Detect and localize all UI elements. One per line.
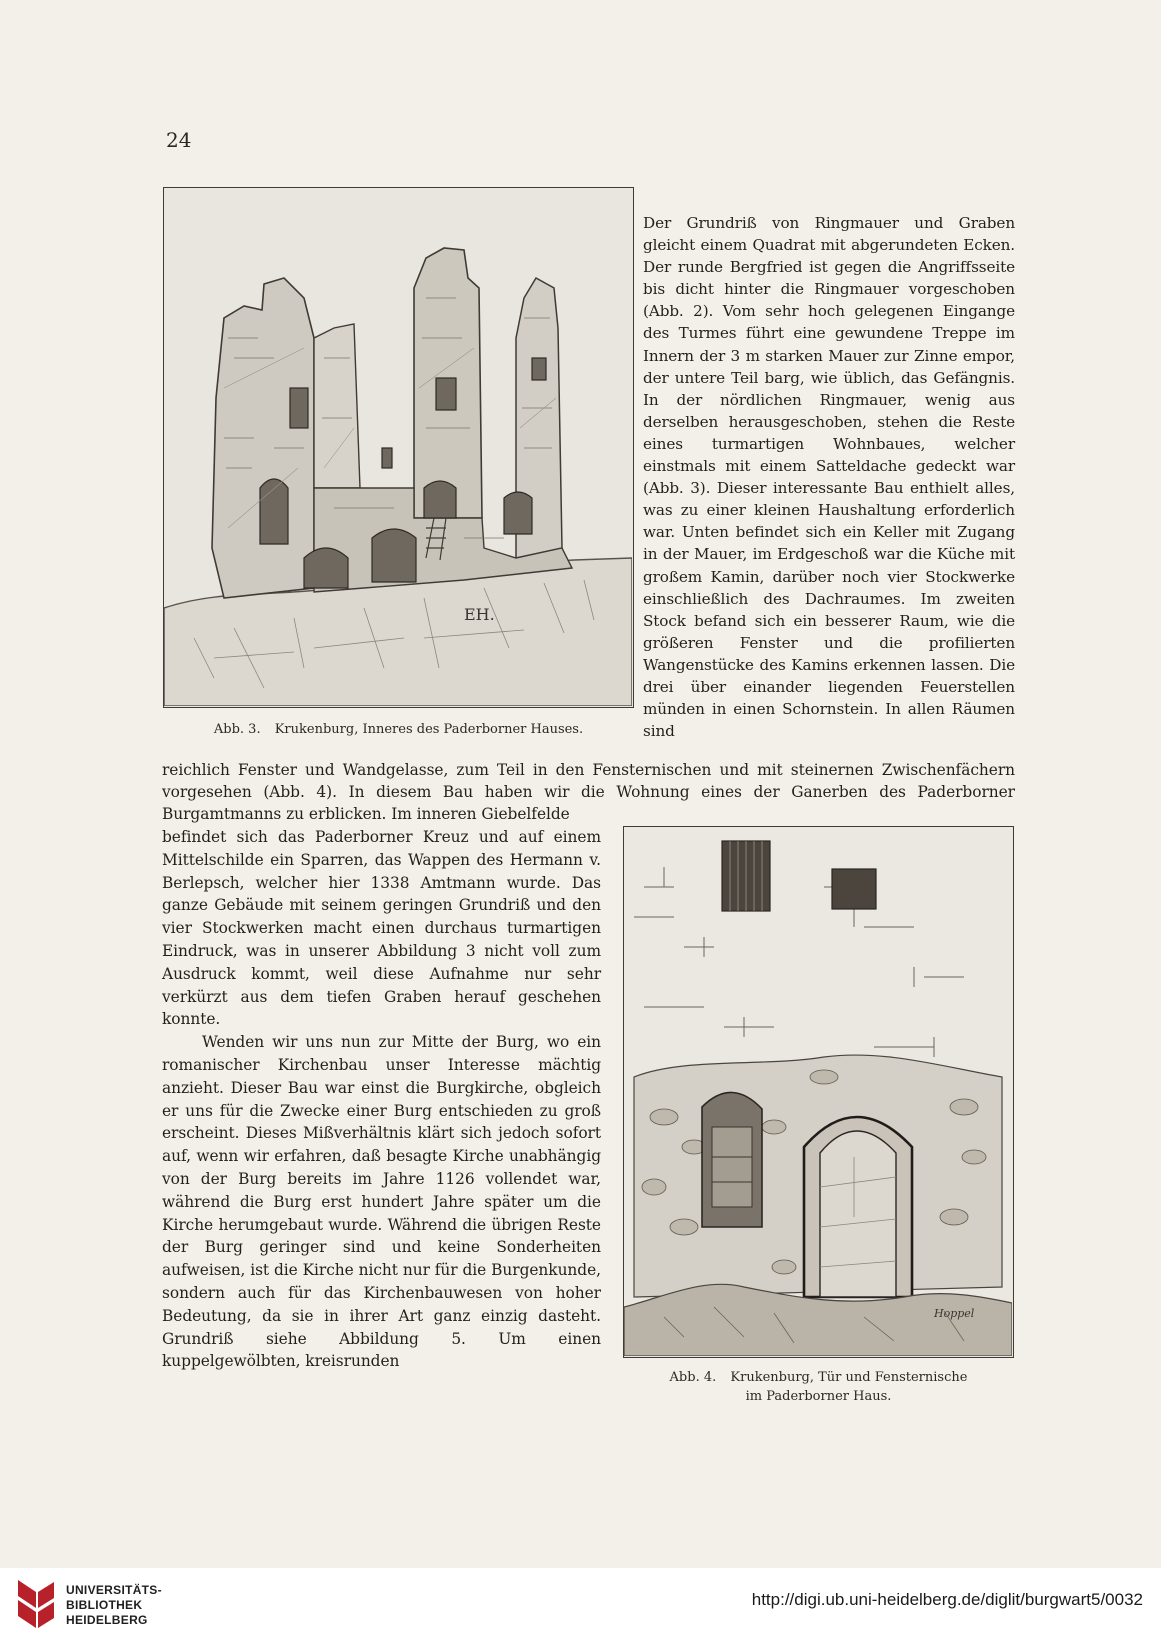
right-column-paragraph: Der Grundriß von Ringmauer und Graben gleicht einem Quadrat mit abgerundeten Ecken. Der runde Bergfried ist gegen die Angriffsseite bis dicht hinter die Ringmauer vorgeschoben (Abb. 2). Vom sehr hoch gelegenen Eingange des Turmes führt eine gewundene Treppe im Innern der 3 m starken Mauer zur Zinne empor, der untere Teil barg, wie üblich, das Gefängnis. In der nördlichen Ringmauer, wenig aus derselben herausgeschoben, stehen die Reste eines turmartigen Wohnbaues, welcher einstmals mit einem Satteldache gedeckt war (Abb. 3). Dieser interessante Bau enthielt alles, was zu einer kleinen Haushaltung erforderlich war. Unten befindet sich ein Keller mit Zugang in der Mauer, im Erdgeschoß war die Küche mit großem Kamin, darüber noch vier Stockwerke einschließlich des Dachraumes. Im zweiten Stock befand sich ein besserer Raum, wie die größeren Fenster und die profilierten Wangenstücke des Kamins erkennen lassen. Die drei über einander liegenden Feuerstellen münden in einen Schornstein. In allen Räumen sind — [643, 214, 1015, 741]
figure-3-caption — [163, 720, 634, 739]
right-column-text — [643, 212, 1015, 742]
figure-4-caption — [623, 1368, 1014, 1406]
university-library-logo-icon — [14, 1578, 58, 1636]
left-column-paragraph-1: befindet sich das Paderborner Kreuz und auf einem Mittelschilde ein Sparren, das Wappen des Hermann v. Berlepsch, welcher hier 1338 Amtmann wurde. Das ganze Gebäude mit seinem geringen Grundriß und den vier Stockwerken macht einen durchaus turmartigen Eindruck, was in unserer Abbildung 3 nicht voll zum Ausdruck kommt, weil diese Aufnahme nur sehr verkürzt aus dem tiefen Graben herauf geschehen konnte. — [162, 828, 601, 1029]
library-name-line-3: HEIDELBERG — [66, 1613, 148, 1627]
figure-4-caption-line-1: Krukenburg, Tür und Fensternische — [730, 1370, 968, 1385]
full-width-text — [162, 759, 1015, 825]
figure-4-illustration — [623, 826, 1014, 1358]
page-number: 24 — [166, 128, 192, 152]
left-column-paragraph-2: Wenden wir uns nun zur Mitte der Burg, wo ein romanischer Kirchenbau unser Interesse mächtig anzieht. Dieser Bau war einst die Burgkirche, obgleich er uns für die Zwecke einer Burg entschieden zu groß erscheint. Dieses Mißverhältnis klärt sich jedoch sofort auf, wenn wir erfahren, daß besagte Kirche unabhängig von der Burg bereits im Jahre 1126 vollendet war, während die Burg erst hundert Jahre später um die Kirche herumgebaut wurde. Während die übrigen Reste der Burg geringer sind und keine Sonderheiten aufweisen, ist die Kirche nicht nur für die Burgenkunde, sondern auch für das Kirchenbauwesen von hoher Bedeutung, da sie in ihrer Art ganz einzig dasteht. Grundriß siehe Abbildung 5. Um einen kuppelgewölbten, kreisrunden — [162, 1033, 601, 1371]
figure-3-signature: EH. — [464, 605, 495, 624]
figure-3-label: Abb. 3. — [213, 722, 261, 737]
ruin-drawing — [164, 188, 632, 706]
figure-3-illustration — [163, 187, 634, 708]
figure-4-label: Abb. 4. — [669, 1370, 717, 1385]
library-name — [66, 1583, 162, 1628]
left-column-text — [162, 826, 601, 1373]
door-niche-drawing — [624, 827, 1012, 1356]
figure-3-caption-text: Krukenburg, Inneres des Paderborner Hauses. — [274, 722, 584, 737]
full-width-paragraph: reichlich Fenster und Wandgelasse, zum Teil in den Fensternischen und mit steinernen Zwischenfächern vorgesehen (Abb. 4). In diesem Bau haben wir die Wohnung eines der Ganerben des Paderborner Burgamtmanns zu erblicken. Im inneren Giebelfelde — [162, 761, 1015, 824]
figure-4-signature: Hoppel — [934, 1307, 975, 1320]
figure-4-caption-line-2: im Paderborner Haus. — [745, 1389, 892, 1404]
library-name-line-1: UNIVERSITÄTS- — [66, 1583, 162, 1597]
source-url[interactable]: http://digi.ub.uni-heidelberg.de/diglit/burgwart5/0032 — [751, 1590, 1143, 1609]
library-name-line-2: BIBLIOTHEK — [66, 1598, 143, 1612]
digitization-footer — [0, 1568, 1161, 1650]
